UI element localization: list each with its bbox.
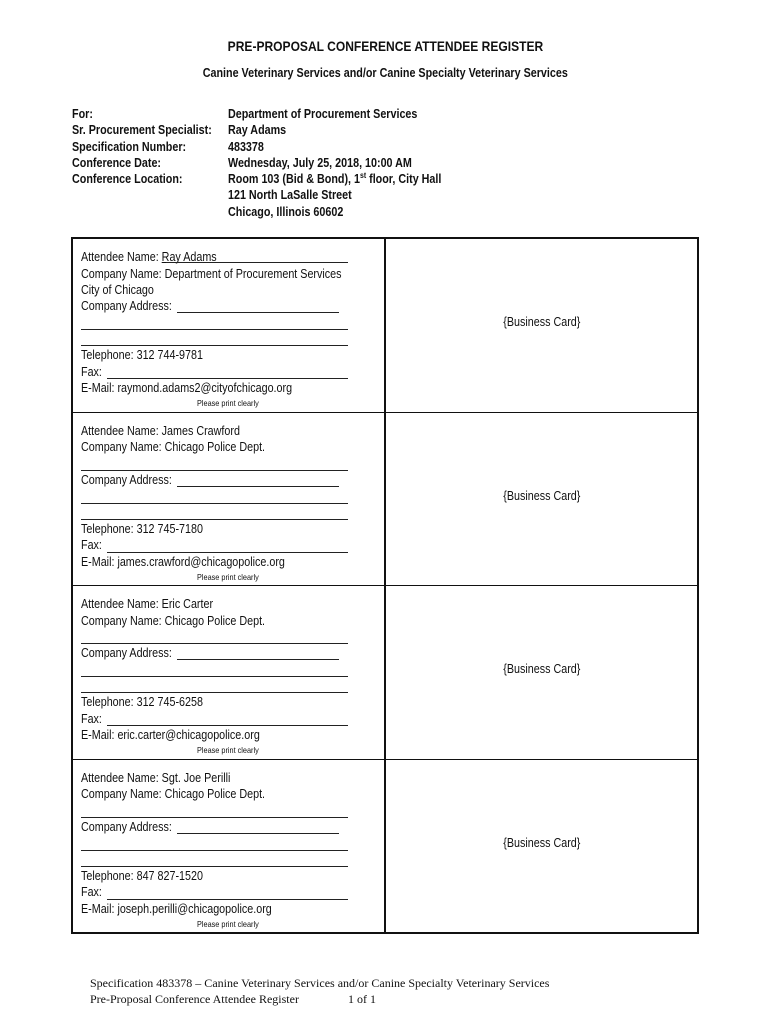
date-value: Wednesday, July 25, 2018, 10:00 AM — [228, 155, 412, 170]
company-blank-line — [81, 643, 348, 644]
business-card-label: {Business Card} — [502, 315, 581, 329]
email-value: eric.carter@chicagopolice.org — [117, 728, 260, 742]
attendee-name-line: Attendee Name: Ray Adams — [81, 250, 217, 264]
attendee-name: Eric Carter — [161, 597, 214, 611]
company-name: Chicago Police Dept. — [164, 440, 266, 454]
fax-blank — [107, 725, 348, 726]
attendee-name: James Crawford — [161, 423, 240, 438]
telephone-line: Telephone: 847 827-1520 — [81, 868, 203, 883]
email-line: E-Mail: raymond.adams2@cityofchicago.org — [81, 381, 293, 395]
address-blank-line — [81, 345, 348, 346]
company-address-blank — [177, 486, 339, 487]
telephone-value: 312 745-7180 — [136, 521, 203, 536]
address-blank-line — [81, 866, 348, 867]
email-line: E-Mail: eric.carter@chicagopolice.org — [81, 728, 260, 742]
specialist-label: Sr. Procurement Specialist: — [72, 123, 212, 138]
company-address-line: Company Address: — [81, 472, 172, 487]
address-blank-line — [81, 519, 348, 520]
fax-line: Fax: — [81, 711, 102, 726]
attendee-register — [71, 237, 699, 934]
attendee-details — [73, 760, 386, 934]
footer-line-1: Specification 483378 – Canine Veterinary Services and/or Canine Specialty Veterinary Services — [90, 976, 550, 990]
attendee-details — [73, 413, 386, 586]
print-note: Please print clearly — [197, 918, 259, 929]
company-name-2: City of Chicago — [81, 282, 154, 297]
attendee-name: Ray Adams — [161, 250, 217, 264]
company-name: Chicago Police Dept. — [164, 613, 266, 628]
telephone-line: Telephone: 312 745-6258 — [81, 695, 203, 709]
spec-value: 483378 — [228, 139, 264, 154]
attendee-details — [73, 586, 386, 759]
footer-page-number: 1 of 1 — [348, 992, 376, 1006]
location-value: Room 103 (Bid & Bond), 1st floor, City Hall — [228, 171, 442, 187]
attendee-name-line: Attendee Name: Sgt. Joe Perilli — [81, 770, 231, 785]
page-footer — [90, 975, 549, 1007]
business-card-area — [386, 586, 697, 759]
for-label: For: — [72, 107, 93, 121]
attendee-entry — [73, 239, 697, 413]
footer-line-2 — [90, 991, 549, 1007]
company-address-line: Company Address: — [81, 646, 172, 660]
business-card-label: {Business Card} — [502, 835, 581, 850]
company-name-line: Company Name: Chicago Police Dept. — [81, 787, 266, 801]
print-note: Please print clearly — [197, 571, 259, 582]
attendee-name-underline — [166, 262, 348, 263]
telephone-value: 312 744-9781 — [136, 348, 203, 362]
email-line: E-Mail: james.crawford@chicagopolice.org — [81, 554, 285, 569]
business-card-area — [386, 413, 697, 586]
address-blank-line — [81, 676, 348, 677]
attendee-entry — [73, 586, 697, 760]
location-line-3: Chicago, Illinois 60602 — [228, 204, 344, 219]
fax-blank — [107, 552, 348, 553]
company-address-line: Company Address: — [81, 299, 172, 313]
email-line: E-Mail: joseph.perilli@chicagopolice.org — [81, 901, 272, 916]
email-value: james.crawford@chicagopolice.org — [117, 554, 285, 569]
date-label: Conference Date: — [72, 155, 162, 170]
company-address-blank — [177, 659, 339, 660]
business-card-area — [386, 760, 697, 934]
attendee-name-line: Attendee Name: James Crawford — [81, 423, 240, 438]
footer-doc-name: Pre-Proposal Conference Attendee Register — [90, 992, 299, 1006]
company-blank-line — [81, 470, 348, 471]
address-blank-line — [81, 692, 348, 693]
location-label: Conference Location: — [72, 172, 183, 187]
email-value: raymond.adams2@cityofchicago.org — [117, 381, 293, 395]
company-name-line-2 — [81, 282, 166, 298]
attendee-name-line: Attendee Name: Eric Carter — [81, 597, 214, 611]
business-card-area — [386, 239, 697, 412]
fax-blank — [107, 899, 348, 900]
fax-line: Fax: — [81, 885, 102, 899]
business-card-label: {Business Card} — [502, 662, 581, 676]
company-address-blank — [177, 833, 339, 834]
fax-line: Fax: — [81, 538, 102, 552]
telephone-value: 847 827-1520 — [136, 868, 203, 883]
page-title: PRE-PROPOSAL CONFERENCE ATTENDEE REGISTER — [227, 38, 543, 54]
print-note: Please print clearly — [197, 745, 259, 755]
company-address-blank — [177, 312, 339, 313]
address-blank-line — [81, 329, 348, 330]
for-value: Department of Procurement Services — [228, 107, 418, 121]
attendee-name: Sgt. Joe Perilli — [161, 770, 231, 785]
company-name-line: Company Name: Department of Procurement Services — [81, 266, 342, 281]
company-name: Department of Procurement Services — [164, 266, 342, 281]
attendee-entry — [73, 413, 697, 587]
company-name-line: Company Name: Chicago Police Dept. — [81, 440, 266, 454]
page-subtitle: Canine Veterinary Services and/or Canine Specialty Veterinary Services — [202, 66, 568, 80]
email-value: joseph.perilli@chicagopolice.org — [117, 901, 272, 916]
location-line-2: 121 North LaSalle Street — [228, 188, 352, 203]
company-name: Chicago Police Dept. — [164, 787, 266, 801]
telephone-value: 312 745-6258 — [136, 695, 203, 709]
company-address-line: Company Address: — [81, 819, 172, 834]
spec-label: Specification Number: — [72, 139, 187, 154]
address-blank-line — [81, 503, 348, 504]
specialist-value: Ray Adams — [228, 123, 287, 138]
telephone-line: Telephone: 312 744-9781 — [81, 348, 203, 362]
telephone-line: Telephone: 312 745-7180 — [81, 521, 203, 536]
fax-blank — [107, 378, 348, 379]
fax-line: Fax: — [81, 364, 102, 379]
print-note: Please print clearly — [197, 398, 259, 408]
company-name-line: Company Name: Chicago Police Dept. — [81, 613, 266, 628]
company-blank-line — [81, 817, 348, 818]
attendee-entry — [73, 760, 697, 934]
address-blank-line — [81, 850, 348, 851]
attendee-details — [73, 239, 386, 412]
business-card-label: {Business Card} — [502, 488, 581, 503]
